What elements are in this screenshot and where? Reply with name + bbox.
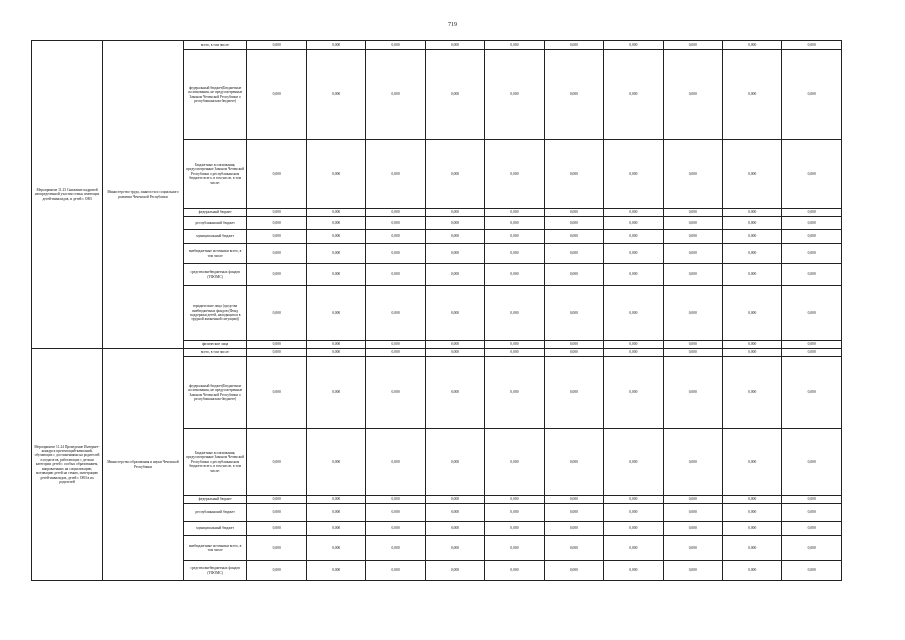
value-cell: 0,000 (604, 230, 663, 244)
value-cell: 0,000 (544, 349, 603, 357)
value-cell: 0,000 (366, 561, 425, 581)
value-cell: 0,000 (485, 429, 544, 496)
value-cell: 0,000 (782, 50, 842, 140)
value-cell: 0,000 (722, 504, 781, 522)
value-cell: 0,000 (425, 209, 484, 217)
value-cell: 0,000 (663, 429, 722, 496)
measure-cell: Мероприятие 11.23 Снижение кадровой неопределенной участия семьи, имеющих детей-инвалидов, и детей с ОВЗ (32, 41, 103, 349)
value-cell: 0,000 (722, 561, 781, 581)
value-cell: 0,000 (544, 140, 603, 209)
value-cell: 0,000 (663, 140, 722, 209)
value-cell: 0,000 (604, 341, 663, 349)
value-cell: 0,000 (722, 429, 781, 496)
value-cell: 0,000 (306, 140, 365, 209)
value-cell: 0,000 (782, 522, 842, 536)
value-cell: 0,000 (485, 536, 544, 561)
value-cell: 0,000 (306, 357, 365, 429)
value-cell: 0,000 (485, 217, 544, 230)
value-cell: 0,000 (722, 50, 781, 140)
value-cell: 0,000 (782, 561, 842, 581)
value-cell: 0,000 (485, 522, 544, 536)
value-cell: 0,000 (663, 50, 722, 140)
value-cell: 0,000 (485, 209, 544, 217)
value-cell: 0,000 (604, 357, 663, 429)
value-cell: 0,000 (663, 522, 722, 536)
value-cell: 0,000 (722, 341, 781, 349)
value-cell: 0,000 (425, 230, 484, 244)
value-cell: 0,000 (366, 230, 425, 244)
value-cell: 0,000 (782, 230, 842, 244)
value-cell: 0,000 (247, 349, 306, 357)
value-cell: 0,000 (663, 230, 722, 244)
value-cell: 0,000 (544, 244, 603, 264)
value-cell: 0,000 (306, 264, 365, 286)
value-cell: 0,000 (544, 209, 603, 217)
value-cell: 0,000 (425, 496, 484, 504)
value-cell: 0,000 (247, 496, 306, 504)
value-cell: 0,000 (366, 496, 425, 504)
value-cell: 0,000 (366, 286, 425, 341)
value-cell: 0,000 (663, 561, 722, 581)
value-cell: 0,000 (782, 536, 842, 561)
value-cell: 0,000 (247, 264, 306, 286)
funding-source-cell: федеральный бюджет (183, 209, 247, 217)
value-cell: 0,000 (247, 341, 306, 349)
value-cell: 0,000 (722, 286, 781, 341)
funding-source-cell: юридические лица (средства внебюджетных фондов (Фонд поддержки детей, находящихся в трудной жизненной ситуации)) (183, 286, 247, 341)
value-cell: 0,000 (485, 41, 544, 50)
value-cell: 0,000 (306, 50, 365, 140)
value-cell: 0,000 (544, 286, 603, 341)
value-cell: 0,000 (604, 209, 663, 217)
value-cell: 0,000 (544, 496, 603, 504)
value-cell: 0,000 (544, 536, 603, 561)
value-cell: 0,000 (782, 349, 842, 357)
value-cell: 0,000 (306, 230, 365, 244)
funding-source-cell: внебюджетные источники всего, в том числе (183, 536, 247, 561)
value-cell: 0,000 (604, 561, 663, 581)
value-cell: 0,000 (544, 504, 603, 522)
value-cell: 0,000 (544, 41, 603, 50)
value-cell: 0,000 (425, 244, 484, 264)
value-cell: 0,000 (247, 536, 306, 561)
value-cell: 0,000 (604, 429, 663, 496)
value-cell: 0,000 (425, 286, 484, 341)
value-cell: 0,000 (247, 41, 306, 50)
budget-table (31, 40, 842, 581)
value-cell: 0,000 (722, 264, 781, 286)
value-cell: 0,000 (247, 140, 306, 209)
value-cell: 0,000 (663, 41, 722, 50)
value-cell: 0,000 (247, 504, 306, 522)
value-cell: 0,000 (485, 349, 544, 357)
value-cell: 0,000 (425, 561, 484, 581)
value-cell: 0,000 (604, 286, 663, 341)
value-cell: 0,000 (722, 217, 781, 230)
value-cell: 0,000 (485, 264, 544, 286)
value-cell: 0,000 (306, 496, 365, 504)
value-cell: 0,000 (485, 504, 544, 522)
value-cell: 0,000 (782, 244, 842, 264)
value-cell: 0,000 (425, 41, 484, 50)
organization-cell: Министерство труда, занятости и социального развития Чеченской Республики (103, 41, 184, 349)
value-cell: 0,000 (425, 536, 484, 561)
value-cell: 0,000 (247, 244, 306, 264)
value-cell: 0,000 (247, 230, 306, 244)
value-cell: 0,000 (544, 230, 603, 244)
value-cell: 0,000 (247, 286, 306, 341)
value-cell: 0,000 (544, 357, 603, 429)
value-cell: 0,000 (485, 357, 544, 429)
value-cell: 0,000 (782, 140, 842, 209)
value-cell: 0,000 (425, 217, 484, 230)
value-cell: 0,000 (425, 349, 484, 357)
value-cell: 0,000 (485, 496, 544, 504)
value-cell: 0,000 (604, 264, 663, 286)
value-cell: 0,000 (247, 429, 306, 496)
value-cell: 0,000 (485, 286, 544, 341)
value-cell: 0,000 (782, 341, 842, 349)
value-cell: 0,000 (604, 50, 663, 140)
value-cell: 0,000 (663, 341, 722, 349)
value-cell: 0,000 (425, 504, 484, 522)
value-cell: 0,000 (544, 50, 603, 140)
value-cell: 0,000 (722, 522, 781, 536)
value-cell: 0,000 (544, 561, 603, 581)
funding-source-cell: всего, в том числе: (183, 349, 247, 357)
measure-cell: Мероприятие 11.24 Проведение Интернет-конкурса презентаций-кампаний, обучающих с достижениями на родителей и педагогов, работающих с детьми категории детей с особых образованием, направленных на социализацию, мотивацию детей на семью, интеграцию детей-инвалидов, детей с ОВЗ в их родителей (32, 349, 103, 581)
value-cell: 0,000 (425, 429, 484, 496)
value-cell: 0,000 (425, 341, 484, 349)
value-cell: 0,000 (722, 357, 781, 429)
value-cell: 0,000 (306, 504, 365, 522)
value-cell: 0,000 (247, 217, 306, 230)
funding-source-cell: федеральный бюджет(Бюджетные ассигнования, не предусмотренные Законом Чеченской Республики о республиканском бюджете) (183, 357, 247, 429)
value-cell: 0,000 (604, 496, 663, 504)
value-cell: 0,000 (306, 217, 365, 230)
value-cell: 0,000 (604, 244, 663, 264)
organization-cell: Министерство образования и науки Чеченской Республики (103, 349, 184, 581)
value-cell: 0,000 (366, 341, 425, 349)
table-row (32, 349, 842, 357)
value-cell: 0,000 (722, 349, 781, 357)
funding-source-cell: всего, в том числе: (183, 41, 247, 50)
value-cell: 0,000 (722, 209, 781, 217)
value-cell: 0,000 (722, 536, 781, 561)
page-number: 719 (448, 22, 457, 28)
value-cell: 0,000 (306, 349, 365, 357)
value-cell: 0,000 (306, 429, 365, 496)
value-cell: 0,000 (306, 41, 365, 50)
value-cell: 0,000 (782, 41, 842, 50)
funding-source-cell: средства внебюджетных фондов (ТФОМС) (183, 561, 247, 581)
value-cell: 0,000 (782, 357, 842, 429)
value-cell: 0,000 (247, 357, 306, 429)
value-cell: 0,000 (663, 264, 722, 286)
value-cell: 0,000 (544, 264, 603, 286)
value-cell: 0,000 (604, 536, 663, 561)
value-cell: 0,000 (722, 496, 781, 504)
value-cell: 0,000 (306, 561, 365, 581)
value-cell: 0,000 (366, 429, 425, 496)
value-cell: 0,000 (663, 286, 722, 341)
funding-source-cell: муниципальный бюджет (183, 522, 247, 536)
value-cell: 0,000 (247, 50, 306, 140)
value-cell: 0,000 (604, 522, 663, 536)
value-cell: 0,000 (366, 140, 425, 209)
value-cell: 0,000 (366, 41, 425, 50)
value-cell: 0,000 (782, 504, 842, 522)
value-cell: 0,000 (247, 561, 306, 581)
value-cell: 0,000 (485, 140, 544, 209)
value-cell: 0,000 (604, 41, 663, 50)
value-cell: 0,000 (663, 217, 722, 230)
value-cell: 0,000 (366, 244, 425, 264)
value-cell: 0,000 (425, 357, 484, 429)
value-cell: 0,000 (366, 522, 425, 536)
value-cell: 0,000 (485, 50, 544, 140)
funding-source-cell: федеральный бюджет(Бюджетные ассигнования, не предусмотренные Законом Чеченской Республики о республиканском бюджете) (183, 50, 247, 140)
value-cell: 0,000 (366, 349, 425, 357)
value-cell: 0,000 (306, 286, 365, 341)
value-cell: 0,000 (604, 140, 663, 209)
value-cell: 0,000 (366, 357, 425, 429)
value-cell: 0,000 (306, 209, 365, 217)
value-cell: 0,000 (722, 41, 781, 50)
value-cell: 0,000 (663, 349, 722, 357)
value-cell: 0,000 (306, 522, 365, 536)
funding-source-cell: Бюджетные ассигнования, предусмотренные Законом Чеченской Республики о республиканском бюджете всего, в том числе, в том числе: (183, 429, 247, 496)
value-cell: 0,000 (663, 504, 722, 522)
funding-source-cell: Бюджетные ассигнования, предусмотренные Законом Чеченской Республики о республиканском бюджете всего, в том числе, в том числе: (183, 140, 247, 209)
funding-source-cell: республиканский бюджет (183, 217, 247, 230)
value-cell: 0,000 (247, 209, 306, 217)
value-cell: 0,000 (366, 504, 425, 522)
value-cell: 0,000 (485, 341, 544, 349)
value-cell: 0,000 (247, 522, 306, 536)
table-row (32, 41, 842, 50)
value-cell: 0,000 (485, 244, 544, 264)
value-cell: 0,000 (366, 209, 425, 217)
value-cell: 0,000 (544, 429, 603, 496)
value-cell: 0,000 (663, 357, 722, 429)
value-cell: 0,000 (604, 217, 663, 230)
value-cell: 0,000 (663, 536, 722, 561)
value-cell: 0,000 (722, 244, 781, 264)
value-cell: 0,000 (306, 244, 365, 264)
value-cell: 0,000 (782, 217, 842, 230)
value-cell: 0,000 (663, 244, 722, 264)
value-cell: 0,000 (366, 217, 425, 230)
funding-source-cell: федеральный бюджет (183, 496, 247, 504)
value-cell: 0,000 (782, 496, 842, 504)
value-cell: 0,000 (604, 349, 663, 357)
value-cell: 0,000 (722, 140, 781, 209)
value-cell: 0,000 (425, 140, 484, 209)
value-cell: 0,000 (366, 264, 425, 286)
funding-source-cell: республиканский бюджет (183, 504, 247, 522)
value-cell: 0,000 (782, 429, 842, 496)
value-cell: 0,000 (425, 50, 484, 140)
value-cell: 0,000 (485, 561, 544, 581)
value-cell: 0,000 (425, 522, 484, 536)
value-cell: 0,000 (366, 536, 425, 561)
value-cell: 0,000 (544, 522, 603, 536)
funding-source-cell: средства внебюджетных фондов (ТФОМС) (183, 264, 247, 286)
value-cell: 0,000 (544, 217, 603, 230)
value-cell: 0,000 (722, 230, 781, 244)
value-cell: 0,000 (604, 504, 663, 522)
funding-source-cell: физические лица (183, 341, 247, 349)
value-cell: 0,000 (425, 264, 484, 286)
value-cell: 0,000 (485, 230, 544, 244)
value-cell: 0,000 (782, 286, 842, 341)
value-cell: 0,000 (544, 341, 603, 349)
funding-source-cell: внебюджетные источники всего, в том числе (183, 244, 247, 264)
value-cell: 0,000 (663, 496, 722, 504)
value-cell: 0,000 (782, 209, 842, 217)
value-cell: 0,000 (782, 264, 842, 286)
funding-source-cell: муниципальный бюджет (183, 230, 247, 244)
value-cell: 0,000 (663, 209, 722, 217)
value-cell: 0,000 (366, 50, 425, 140)
value-cell: 0,000 (306, 536, 365, 561)
value-cell: 0,000 (306, 341, 365, 349)
